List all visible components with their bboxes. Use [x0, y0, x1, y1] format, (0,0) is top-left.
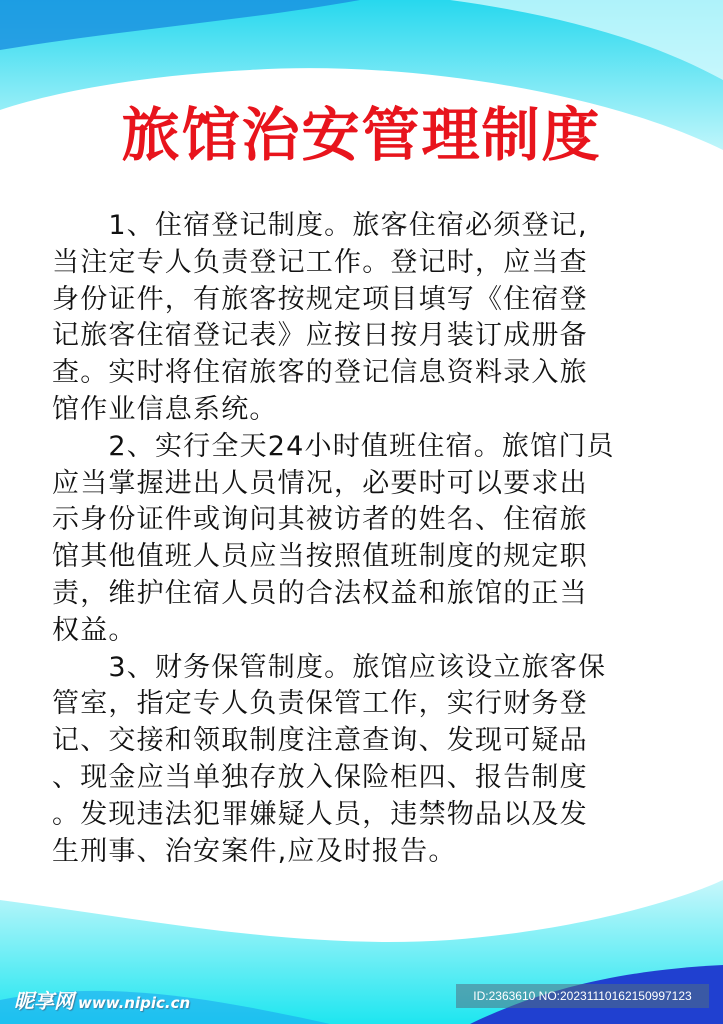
- text-line: 3、财务保管制度。旅馆应该设立旅客保: [52, 651, 607, 683]
- text-line: 当注定专人负责登记工作。登记时，应当查: [52, 246, 588, 278]
- text-line: 应当掌握进出人员情况，必要时可以要求出: [52, 467, 588, 499]
- text-line: 1、住宿登记制度。旅客住宿必须登记,: [52, 210, 588, 241]
- text-line: 管室，指定专人负责保管工作，实行财务登: [52, 688, 588, 720]
- watermark-url: www.nipic.cn: [78, 994, 191, 1012]
- text-line: 生刑事、治安案件,应及时报告。: [52, 835, 457, 867]
- watermark-logo: [14, 985, 190, 1014]
- text-line: 身份证件，有旅客按规定项目填写《住宿登: [52, 283, 588, 315]
- page-title: 旅馆治安管理制度: [121, 101, 602, 169]
- text-line: 记旅客住宿登记表》应按日按月装订成册备: [52, 320, 588, 352]
- text-line: 记、交接和领取制度注意查询、发现可疑品: [52, 725, 588, 757]
- text-line: 示身份证件或询问其被访者的姓名、住宿旅: [52, 504, 588, 536]
- text-line: 馆作业信息系统。: [52, 393, 278, 425]
- text-line: 权益。: [52, 614, 137, 646]
- text-line: 馆其他值班人员应当按照值班制度的规定职: [52, 541, 588, 573]
- text-line: 。发现违法犯罪嫌疑人员，违禁物品以及发: [52, 798, 588, 830]
- text-line: 责，维护住宿人员的合法权益和旅馆的正当: [52, 577, 588, 609]
- text-line: 2、实行全天24小时值班住宿。旅馆门员: [52, 430, 615, 462]
- regulation-text: [52, 208, 677, 870]
- text-line: 、现金应当单独存放入保险柜四、报告制度: [52, 761, 588, 793]
- image-id-badge: ID:2363610 NO:20231110162150997123: [456, 984, 709, 1008]
- watermark-brand: 昵享网: [14, 989, 74, 1013]
- text-line: 查。实时将住宿旅客的登记信息资料录入旅: [52, 357, 588, 389]
